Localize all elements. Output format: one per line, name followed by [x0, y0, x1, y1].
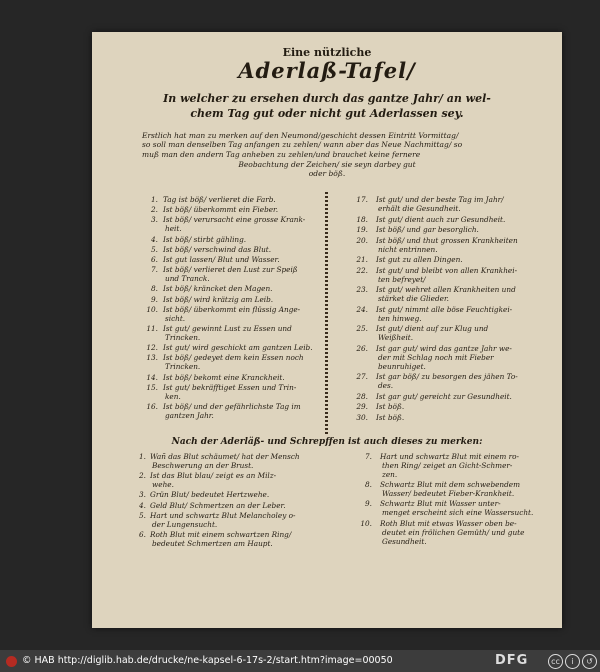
item-number: 25.	[356, 324, 368, 333]
item-text: Ist gut/ dient auf zur Klug und	[376, 324, 489, 333]
item-text: Ist böß/ verlieret den Lust zur Speiß	[163, 265, 298, 275]
item-text: Ist gut/ und bleibt von allen Krankhei-	[376, 265, 518, 275]
item-text: Ist böß.	[376, 402, 405, 411]
item-text: ken.	[165, 391, 181, 401]
item-text: Trincken.	[165, 362, 201, 372]
item-text: Geld Blut/ Schmertzen an der Leber.	[150, 500, 286, 510]
item-text: Weißheit.	[378, 333, 414, 342]
column-divider	[325, 192, 328, 436]
item-number: 7.	[365, 452, 372, 461]
item-text: then Ring/ zeiget an Gicht-Schmer-	[382, 461, 513, 470]
item-text: Ist gar gut/ gereicht zur Gesundheit.	[376, 391, 512, 401]
item-text: Roth Blut mit einem schwartzen Ring/	[150, 530, 292, 539]
item-number: 18.	[356, 214, 368, 224]
item-text: Grün Blut/ bedeutet Hertzwehe.	[150, 490, 270, 500]
item-text: Ist böß/ überkommt ein Fieber.	[163, 205, 279, 215]
item-number: 12.	[146, 343, 158, 353]
item-number: 3.	[151, 215, 158, 225]
item-number: 15.	[146, 382, 158, 392]
item-number: 6.	[139, 530, 146, 539]
item-text: Ist böß/ und der gefährlichste Tag im	[163, 402, 301, 411]
item-text: sicht.	[165, 313, 186, 323]
item-number: 28.	[356, 391, 368, 401]
item-number: 3.	[139, 490, 146, 500]
item-text: Wañ das Blut schäumet/ hat der Mensch	[150, 452, 300, 461]
item-text: Roth Blut mit etwas Wasser oben be-	[380, 518, 517, 528]
item-text: Ist böß/ gedeyet dem kein Essen noch	[163, 353, 304, 363]
item-text: stärket die Glieder.	[378, 294, 449, 303]
item-text: Schwartz Blut mit dem schwebendem	[380, 480, 521, 490]
item-number: 9.	[151, 294, 158, 304]
item-text: des.	[378, 381, 394, 390]
item-text: wehe.	[152, 480, 174, 490]
item-text: Ist gut/ wehret allen Krankheiten und	[376, 285, 516, 294]
item-text: Schwartz Blut mit Wasser unter-	[380, 499, 501, 509]
item-text: Ist böß.	[376, 412, 405, 422]
item-text: Ist gut/ bekräfftiget Essen und Trin-	[163, 382, 297, 392]
item-text: bedeutet Schmertzen am Haupt.	[152, 539, 273, 548]
item-number: 30.	[356, 412, 368, 422]
item-number: 23.	[356, 285, 368, 294]
item-number: 6.	[151, 255, 158, 264]
copyright-icon	[6, 656, 17, 667]
item-text: der Lungensucht.	[152, 519, 218, 529]
item-text: Ist böß/ bekomt eine Kranckheit.	[163, 372, 285, 382]
item-text: Ist böß/ verursacht eine grosse Krank-	[163, 215, 306, 225]
item-number: 10.	[146, 304, 158, 314]
item-text: Ist böß/ stirbt gähling.	[163, 234, 247, 244]
intro-line: so soll man denselben Tag anfangen zu zehlen/ wann aber das Neue Nachmittag/ so	[142, 140, 463, 149]
item-number: 14.	[146, 372, 158, 382]
item-text: Ist gut zu allen Dingen.	[376, 255, 463, 264]
item-text: Ist gut/ und der beste Tag im Jahr/	[376, 195, 504, 204]
item-number: 13.	[146, 353, 158, 363]
item-text: Ist böß/ und gar besorglich.	[376, 225, 479, 234]
item-text: deutet ein frölichen Gemüth/ und gute	[382, 527, 525, 537]
page-title: Aderlaß-Tafel/	[238, 58, 416, 83]
item-number: 24.	[356, 304, 368, 314]
item-text: Ist böß/ überkommt ein flüssig Ange-	[163, 304, 301, 314]
item-text: heit.	[165, 224, 182, 234]
item-text: gantzen Jahr.	[165, 411, 214, 420]
item-number: 7.	[151, 265, 158, 275]
item-number: 4.	[151, 234, 158, 244]
intro-line: Erstlich hat man zu merken auf den Neumond/geschicht dessen Eintritt Vormittag/	[142, 131, 459, 140]
item-number: 10.	[360, 518, 372, 528]
item-text: Hart und schwartz Blut mit einem ro-	[380, 452, 519, 461]
item-text: ten hinweg.	[378, 313, 422, 323]
item-text: Ist böß/ kräncket den Magen.	[163, 284, 273, 294]
item-number: 8.	[365, 480, 372, 490]
item-text: Beschwerung an der Brust.	[152, 461, 254, 470]
footer-credit[interactable]: © HAB http://diglib.hab.de/drucke/ne-kapsel-6-17s-2/start.htm?image=00050	[22, 655, 393, 666]
intro-line: oder böß.	[308, 169, 346, 178]
item-text: und Tranck.	[165, 274, 210, 284]
item-number: 4.	[139, 500, 146, 510]
item-number: 5.	[151, 244, 158, 254]
item-text: Ist das Blut blau/ zeigt es an Milz-	[150, 471, 277, 481]
item-number: 21.	[356, 255, 368, 264]
item-number: 20.	[356, 235, 368, 245]
item-number: 17.	[356, 195, 368, 204]
item-text: Ist gut/ wird geschickt am gantzen Leib.	[163, 343, 313, 353]
item-text: menget erscheint sich eine Wassersucht.	[382, 508, 534, 518]
item-text: Ist gut/ gewinnt Lust zu Essen und	[163, 324, 292, 333]
subtitle-line: Eine nützliche	[282, 46, 372, 59]
item-text: Ist gar gut/ wird das gantze Jahr we-	[376, 343, 512, 353]
item-text: erhält die Gesundheit.	[378, 204, 461, 213]
item-number: 8.	[151, 284, 158, 294]
dfg-logo: DFG	[495, 653, 529, 668]
item-number: 19.	[356, 225, 368, 234]
item-text: beunruhiget.	[378, 361, 426, 371]
item-number: 26.	[356, 343, 368, 353]
item-number: 27.	[356, 372, 368, 381]
item-number: 16.	[146, 402, 158, 411]
intro-line: muß man den andern Tag anheben zu zehlen/und brauchet keine fernere	[142, 150, 421, 159]
item-number: 29.	[356, 402, 368, 411]
item-number: 22.	[356, 265, 368, 275]
footer-bar	[0, 650, 600, 672]
item-text: nicht entrinnen.	[378, 244, 438, 254]
intro-line: Beobachtung der Zeichen/ sie seyn darbey gut	[238, 160, 416, 169]
by-icon: i	[565, 654, 580, 669]
item-text: der mit Schlag noch mit Fieber	[378, 352, 494, 362]
item-text: Gesundheit.	[382, 536, 427, 546]
item-text: Ist gut/ nimmt alle böse Feuchtigkei-	[376, 304, 513, 314]
item-text: Ist böß/ und thut grossen Krankheiten	[376, 235, 518, 245]
item-number: 5.	[139, 510, 146, 520]
item-text: ten befreyet/	[378, 274, 426, 284]
heading-line: chem Tag gut oder nicht gut Aderlassen sey.	[190, 107, 464, 120]
item-number: 11.	[146, 324, 158, 333]
item-text: Ist böß/ verschwind das Blut.	[163, 244, 272, 254]
sa-icon: ↺	[582, 654, 597, 669]
item-text: Ist gut lassen/ Blut und Wasser.	[163, 255, 280, 264]
item-number: 9.	[365, 499, 372, 509]
item-number: 2.	[151, 205, 158, 215]
section-heading: Nach der Aderläß- und Schrepffen ist auch dieses zu merken:	[171, 437, 483, 447]
item-text: Trincken.	[165, 333, 201, 342]
heading-line: In welcher zu ersehen durch das gantze Jahr/ an wel-	[163, 92, 491, 105]
item-number: 1.	[151, 195, 158, 204]
item-number: 2.	[139, 471, 146, 481]
item-text: Wasser/ bedeutet Fieber-Krankheit.	[382, 489, 515, 499]
item-text: zen.	[382, 470, 398, 479]
item-text: Tag ist böß/ verlieret die Farb.	[163, 195, 276, 204]
item-text: Ist gut/ dient auch zur Gesundheit.	[376, 214, 506, 224]
item-text: Ist böß/ wird krätzig am Leib.	[163, 294, 274, 304]
item-text: Hart und schwartz Blut Melancholey o-	[150, 510, 296, 520]
scanned-page	[92, 32, 562, 628]
cc-icon: cc	[548, 654, 563, 669]
item-text: Ist gar böß/ zu besorgen des jähen To-	[376, 372, 518, 381]
item-number: 1.	[139, 452, 146, 461]
